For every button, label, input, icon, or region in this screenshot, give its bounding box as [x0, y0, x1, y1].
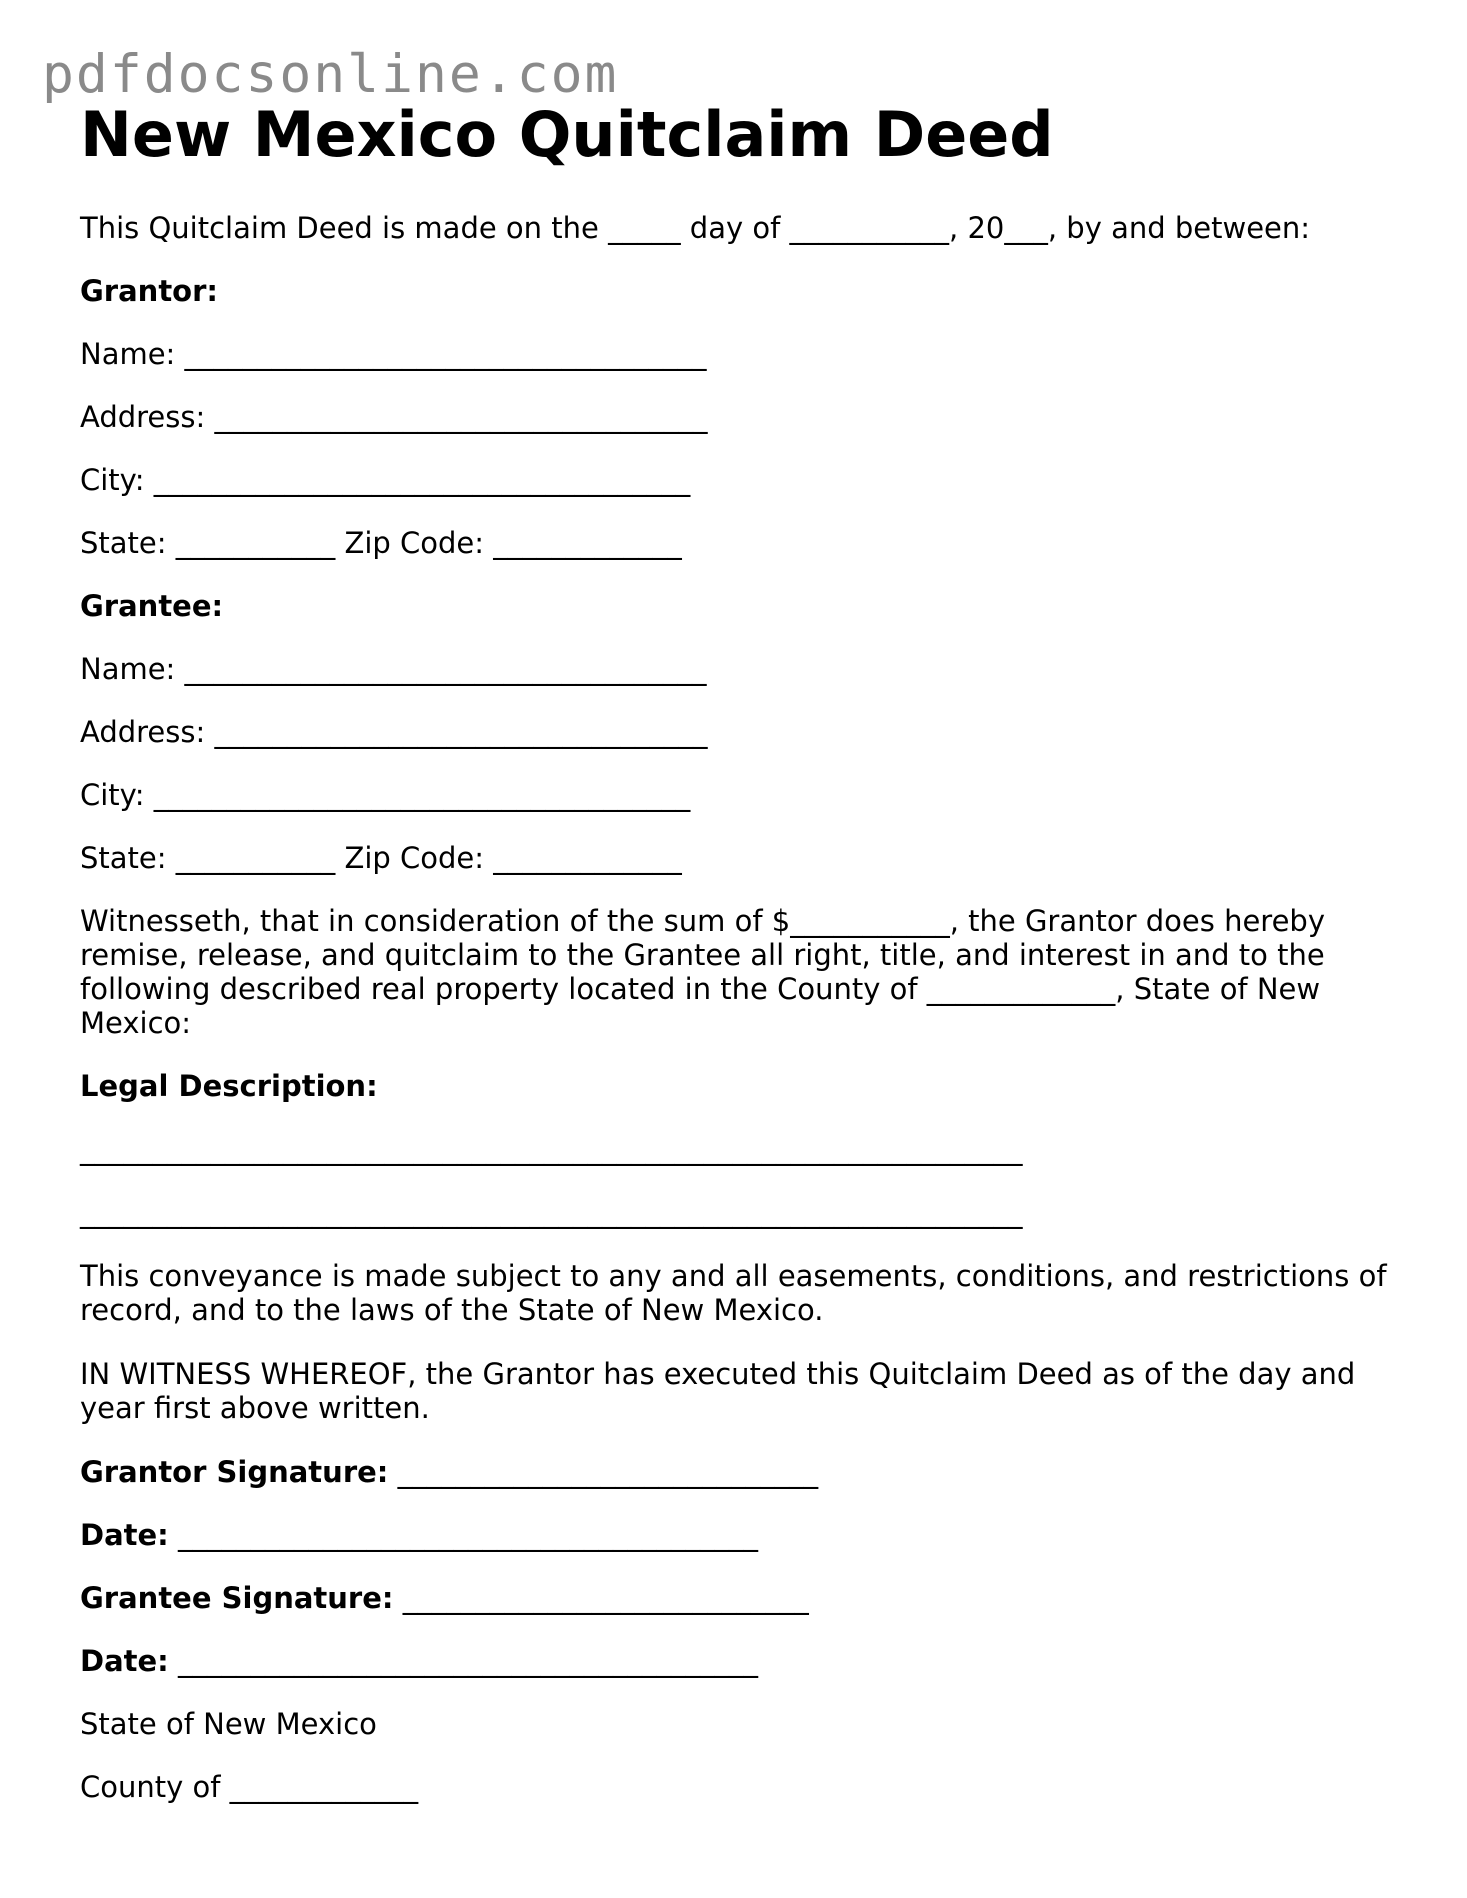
grantor-signature-blank[interactable]: _____________________________: [388, 1455, 819, 1489]
notary-county-field[interactable]: County of _____________: [80, 1770, 419, 1804]
grantor-state-zip-field[interactable]: State: ___________ Zip Code: _____________: [80, 526, 682, 560]
notary-state: State of New Mexico: [80, 1707, 377, 1741]
grantee-date-field[interactable]: [80, 1644, 758, 1678]
legal-description-heading: Legal Description:: [80, 1069, 378, 1103]
watermark: pdfdocsonline.com: [42, 44, 619, 105]
grantee-city-field[interactable]: City: _____________________________________: [80, 778, 691, 812]
grantee-date-blank[interactable]: ________________________________________: [168, 1644, 758, 1678]
grantor-signature-field[interactable]: [80, 1455, 818, 1489]
legal-description-line-1[interactable]: _________________________________________________________________: [80, 1132, 1023, 1166]
grantee-signature-field[interactable]: [80, 1581, 809, 1615]
grantee-signature-label: Grantee Signature:: [80, 1581, 394, 1615]
grantor-signature-label: Grantor Signature:: [80, 1455, 389, 1489]
conveyance-paragraph: This conveyance is made subject to any and all easements, conditions, and restrictions of record, and to the laws of the State of New Mexico.: [80, 1259, 1387, 1327]
witnesseth-paragraph: Witnesseth, that in consideration of the sum of $___________, the Grantor does hereby remise, release, and quitclaim to the Grantee all right, title, and interest in and to the following described real property located in the County of _____________, State of New Mexico:: [80, 904, 1325, 1040]
in-witness-paragraph: IN WITNESS WHEREOF, the Grantor has executed this Quitclaim Deed as of the day and year first above written.: [80, 1357, 1356, 1425]
grantor-date-field[interactable]: [80, 1518, 758, 1552]
page-title: New Mexico Quitclaim Deed: [80, 98, 1054, 171]
grantee-date-label: Date:: [80, 1644, 169, 1678]
legal-description-line-2[interactable]: _________________________________________________________________: [80, 1195, 1023, 1229]
grantor-address-field[interactable]: Address: __________________________________: [80, 400, 708, 434]
grantor-date-blank[interactable]: ________________________________________: [168, 1518, 758, 1552]
intro-text: This Quitclaim Deed is made on the _____ day of ___________, 20___, by and between:: [80, 211, 1311, 245]
grantee-address-field[interactable]: Address: __________________________________: [80, 715, 708, 749]
grantor-date-label: Date:: [80, 1518, 169, 1552]
grantee-signature-blank[interactable]: ____________________________: [393, 1581, 809, 1615]
grantee-state-zip-field[interactable]: State: ___________ Zip Code: _____________: [80, 841, 682, 875]
grantee-heading: Grantee:: [80, 589, 224, 623]
grantee-name-field[interactable]: Name: ____________________________________: [80, 652, 707, 686]
grantor-heading: Grantor:: [80, 274, 219, 308]
grantor-name-field[interactable]: Name: ____________________________________: [80, 337, 707, 371]
grantor-city-field[interactable]: City: _____________________________________: [80, 463, 691, 497]
